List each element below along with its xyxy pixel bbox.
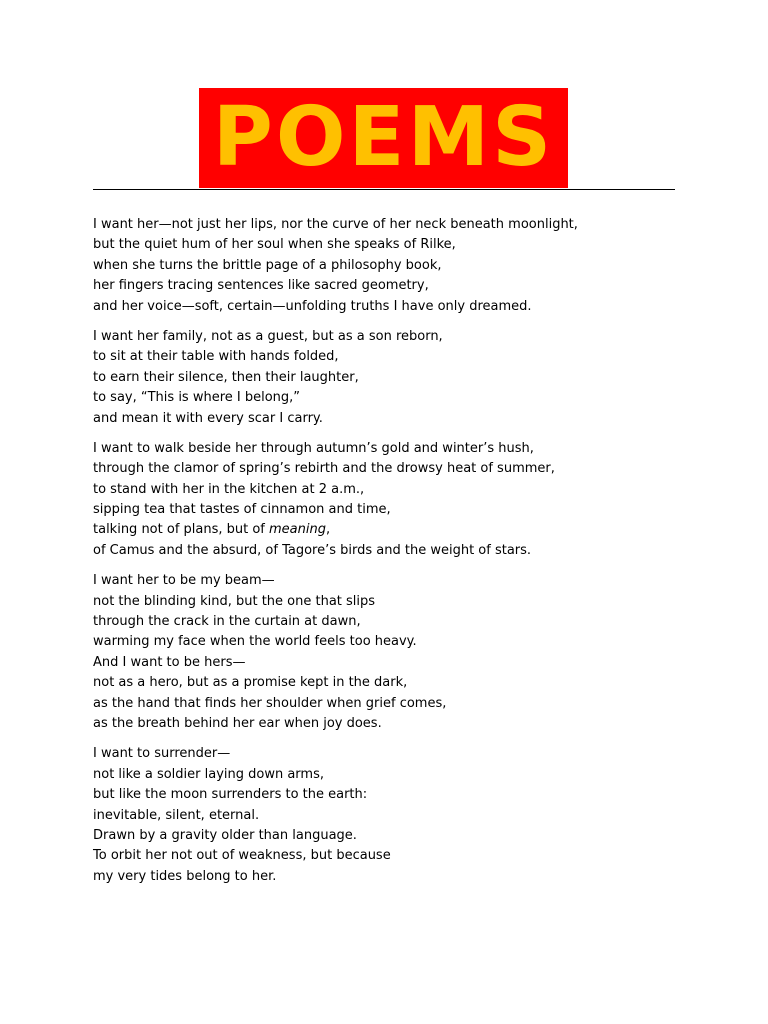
poem-line: to say, “This is where I belong,” [93, 390, 301, 406]
poem-line: I want her to be my beam— [93, 573, 275, 589]
poem-line: I want to surrender— [93, 746, 231, 762]
poem-line: and her voice—soft, certain—unfolding truths I have only dreamed. [93, 298, 532, 314]
stanza [93, 571, 693, 734]
poem-line: warming my face when the world feels too heavy. [93, 634, 417, 650]
poem-line: Drawn by a gravity older than language. [93, 827, 357, 843]
poem-line: I want to walk beside her through autumn’s gold and winter’s hush, [93, 440, 534, 456]
poem-line: I want her family, not as a guest, but as a son reborn, [93, 328, 443, 344]
poem-line: to earn their silence, then their laughter, [93, 369, 359, 385]
poem-line: I want her—not just her lips, nor the curve of her neck beneath moonlight, [93, 217, 578, 232]
poem-line: To orbit her not out of weakness, but because [93, 848, 391, 864]
poem-line: as the breath behind her ear when joy does. [93, 715, 382, 731]
poem-body [93, 215, 693, 897]
stanza [93, 744, 693, 887]
poem-line: but like the moon surrenders to the earth: [93, 787, 368, 803]
poem-line: not as a hero, but as a promise kept in the dark, [93, 675, 408, 691]
poem-line: to stand with her in the kitchen at 2 a.m., [93, 481, 365, 497]
poem-line: inevitable, silent, eternal. [93, 807, 260, 823]
poem-line: my very tides belong to her. [93, 868, 277, 884]
poem-line: And I want to be hers— [93, 654, 246, 670]
poem-line: as the hand that finds her shoulder when grief comes, [93, 695, 447, 711]
poem-line: and mean it with every scar I carry. [93, 410, 323, 426]
poem-line [93, 520, 693, 540]
poem-line: but the quiet hum of her soul when she speaks of Rilke, [93, 237, 456, 253]
line-text: talking not of plans, but of [93, 522, 270, 538]
poem-line: to sit at their table with hands folded, [93, 349, 339, 365]
poem-line: her fingers tracing sentences like sacred geometry, [93, 278, 429, 294]
stanza [93, 439, 693, 561]
title-divider [93, 189, 675, 190]
title-banner [199, 88, 568, 188]
poem-line: of Camus and the absurd, of Tagore’s birds and the weight of stars. [93, 542, 532, 558]
poem-line: when she turns the brittle page of a philosophy book, [93, 257, 442, 273]
stanza [93, 327, 693, 429]
poem-line: not like a soldier laying down arms, [93, 766, 324, 782]
poem-line: through the crack in the curtain at dawn, [93, 614, 361, 630]
poem-line: through the clamor of spring’s rebirth and the drowsy heat of summer, [93, 461, 555, 477]
line-text: , [326, 522, 331, 538]
page-title: POEMS [212, 90, 555, 185]
poem-line: sipping tea that tastes of cinnamon and time, [93, 502, 391, 518]
emphasized-word: meaning [269, 522, 326, 538]
stanza [93, 215, 693, 317]
poem-line: not the blinding kind, but the one that slips [93, 593, 376, 609]
